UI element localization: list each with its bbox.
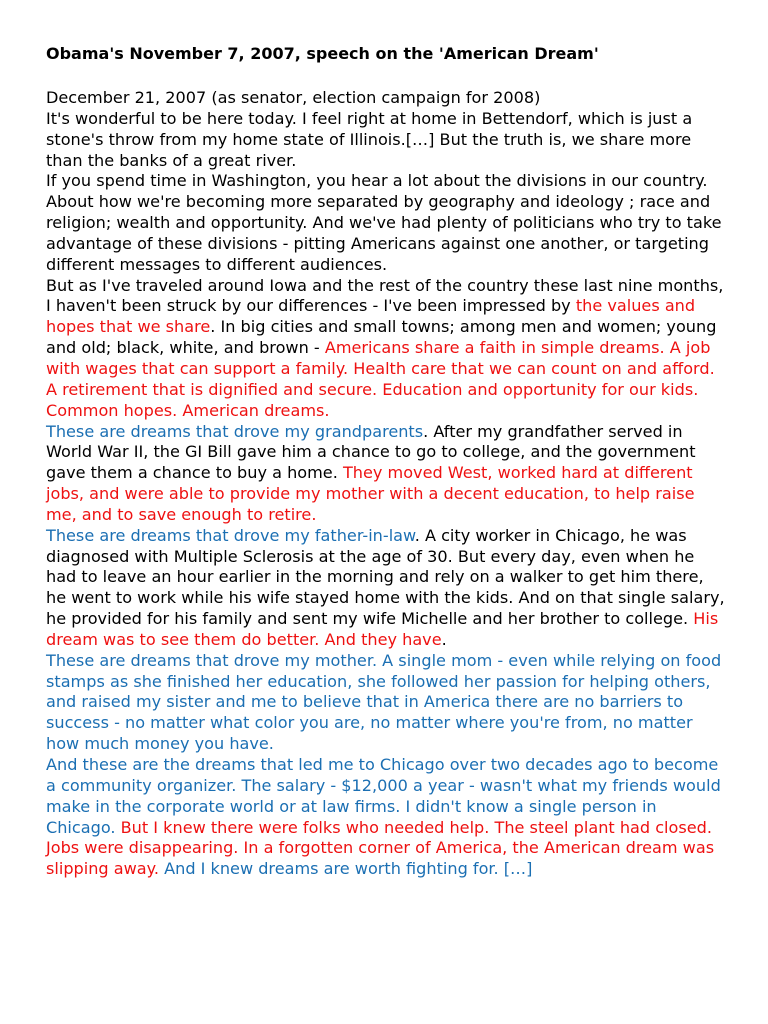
speech-paragraph xyxy=(46,171,726,275)
speech-paragraph xyxy=(46,651,726,755)
blue-highlighted-text: These are dreams that drove my grandparents xyxy=(46,421,424,441)
blue-highlighted-text: These are dreams that drove my mother. A single mom - even while relying on food stamps as she finished her education, she followed her passion for helping others, and raised my sister and me to believe that in America there are no barriers to success - no matter what color you are, no matter where you're from, no matter how much money you have. xyxy=(46,650,722,754)
red-highlighted-text: But I knew there were folks who needed help. The steel plant had closed. Jobs were disappearing. In a forgotten corner of America, the American dream was slipping away. xyxy=(46,817,715,879)
speech-paragraph xyxy=(46,88,726,109)
speech-paragraph xyxy=(46,526,726,651)
document-body xyxy=(46,88,726,880)
document-page xyxy=(46,44,726,880)
speech-paragraph xyxy=(46,422,726,526)
text-segment: December 21, 2007 (as senator, election campaign for 2008) xyxy=(46,88,541,107)
text-segment: . A city worker in Chicago, he was diagnosed with Multiple Sclerosis at the age of 30. But every day, even when he had to leave an hour earlier in the morning and rely on a walker to get him there, he went to work while his wife stayed home with the kids. And on that single salary, he provided for his family and sent my wife Michelle and her brother to college. xyxy=(46,525,725,629)
text-segment: . In big cities and small towns; among men and women; young and old; black, white, and brown - xyxy=(46,317,717,358)
blue-highlighted-text: These are dreams that drove my father-in-law xyxy=(46,525,415,545)
blue-highlighted-text: And I knew dreams are worth fighting for. […] xyxy=(159,859,533,879)
red-highlighted-text: Americans share a faith in simple dreams. A job with wages that can support a family. Health care that we can count on and afford. A retirement that is dignified and secure. Education and opportunity for our kids. Common hopes. American dreams. xyxy=(46,338,715,420)
red-highlighted-text: They moved West, worked hard at different jobs, and were able to provide my mother with a decent education, to help raise me, and to save enough to retire. xyxy=(46,463,695,524)
speech-paragraph xyxy=(46,109,726,172)
blue-highlighted-text: And these are the dreams that led me to Chicago over two decades ago to become a community organizer. The salary - $12,000 a year - wasn't what my friends would make in the corporate world or at law firms. I didn't know a single person in Chicago. xyxy=(46,755,721,837)
text-segment: It's wonderful to be here today. I feel right at home in Bettendorf, which is just a stone's throw from my home state of Illinois.[…] But the truth is, we share more than the banks of a great river. xyxy=(46,108,693,170)
document-title: Obama's November 7, 2007, speech on the 'American Dream' xyxy=(46,44,599,63)
text-segment: But as I've traveled around Iowa and the rest of the country these last nine months, I haven't been struck by our differences - I've been impressed by xyxy=(46,275,724,316)
speech-paragraph xyxy=(46,276,726,422)
speech-paragraph xyxy=(46,755,726,880)
text-segment: If you spend time in Washington, you hear a lot about the divisions in our country. About how we're becoming more separated by geography and ideology ; race and religion; wealth and opportunity. And we've had plenty of politicians who try to take advantage of these divisions - pitting Americans against one another, or targeting different messages to different audiences. xyxy=(46,171,722,274)
red-highlighted-text: the values and hopes that we share xyxy=(46,296,696,337)
text-segment: . xyxy=(441,629,447,649)
text-segment: . After my grandfather served in World War II, the GI Bill gave him a chance to go to college, and the government gave them a chance to buy a home. xyxy=(46,421,696,483)
red-highlighted-text: His dream was to see them do better. And they have xyxy=(46,609,719,649)
